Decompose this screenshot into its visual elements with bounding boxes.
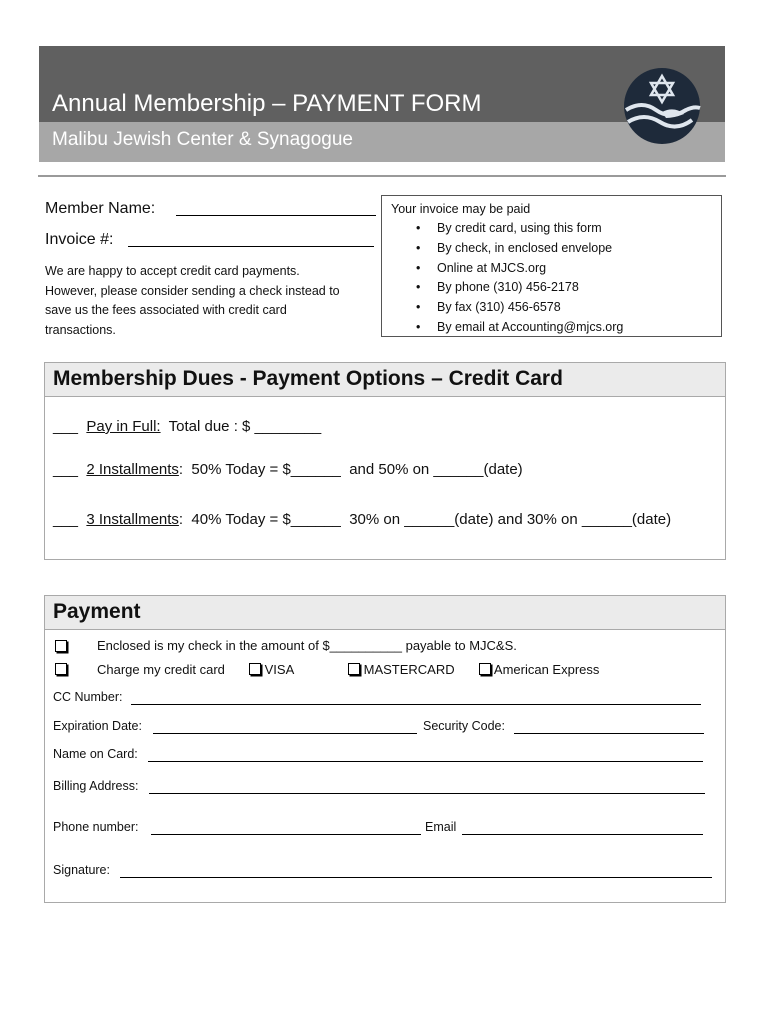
three-installments-terms: : 40% Today = $______ 30% on ______(date) and 30% on ______(date) <box>178 511 672 528</box>
security-code-field[interactable] <box>514 733 704 734</box>
name-on-card-field[interactable] <box>148 761 703 762</box>
visa-label: VISA <box>264 662 295 677</box>
email-field[interactable] <box>462 834 703 835</box>
cc-number-field[interactable] <box>131 704 701 705</box>
charge-card-checkbox[interactable] <box>55 663 67 675</box>
expiration-date-field[interactable] <box>153 733 417 734</box>
email-label: Email <box>425 820 457 834</box>
cc-number-label: CC Number: <box>53 690 123 704</box>
member-name-field[interactable] <box>176 215 376 216</box>
two-installments-terms: : 50% Today = $______ and 50% on ______(date) <box>178 461 523 478</box>
dues-section-title: Membership Dues - Payment Options – Credit Card <box>53 367 563 390</box>
dues-section <box>44 362 726 560</box>
payment-method-item: • By phone (310) 456-2178 <box>391 278 712 298</box>
invoice-number-label: Invoice #: <box>45 231 114 248</box>
option-three-installments[interactable] <box>53 511 671 528</box>
option-pay-in-full[interactable] <box>53 418 321 435</box>
option-blank[interactable]: ___ <box>53 511 79 528</box>
payment-method-item: • Online at MJCS.org <box>391 259 712 279</box>
intro-line: However, please consider sending a check instead to <box>45 283 340 298</box>
check-payment-text: Enclosed is my check in the amount of $__________ payable to MJC&S. <box>97 638 517 653</box>
intro-line: We are happy to accept credit card payments. <box>45 264 300 278</box>
payment-method-item: • By email at Accounting@mjcs.org <box>391 318 712 338</box>
two-installments-label: 2 Installments <box>86 461 179 478</box>
amex-option[interactable] <box>479 662 599 677</box>
signature-field[interactable] <box>120 877 712 878</box>
pay-in-full-label: Pay in Full: <box>86 418 161 435</box>
phone-number-label: Phone number: <box>53 820 139 834</box>
three-installments-label: 3 Installments <box>86 511 179 528</box>
billing-address-field[interactable] <box>149 793 705 794</box>
pay-in-full-terms: Total due : $ ________ <box>160 418 322 435</box>
expiration-date-label: Expiration Date: <box>53 719 142 733</box>
payment-methods-title: Your invoice may be paid <box>391 202 531 216</box>
intro-line: transactions. <box>45 322 116 337</box>
payment-method-item: • By check, in enclosed envelope <box>391 239 712 259</box>
option-blank[interactable]: ___ <box>53 418 79 435</box>
visa-option[interactable] <box>249 662 294 677</box>
payment-method-item: • By credit card, using this form <box>391 219 712 239</box>
check-option-row <box>55 639 67 654</box>
signature-label: Signature: <box>53 863 110 877</box>
intro-line: save us the fees associated with credit card <box>45 303 287 317</box>
check-payment-checkbox[interactable] <box>55 640 67 652</box>
payment-section-title: Payment <box>53 600 141 623</box>
payment-methods-box <box>381 195 722 337</box>
payment-section <box>44 595 726 903</box>
header-divider <box>38 175 726 177</box>
mastercard-option[interactable] <box>348 662 455 677</box>
card-option-row <box>55 662 67 677</box>
mastercard-label: MASTERCARD <box>363 662 455 677</box>
option-blank[interactable]: ___ <box>53 461 79 478</box>
amex-checkbox[interactable] <box>479 663 491 675</box>
payment-section-header <box>45 596 725 630</box>
amex-label: American Express <box>493 662 600 677</box>
option-two-installments[interactable] <box>53 461 523 478</box>
mastercard-checkbox[interactable] <box>348 663 360 675</box>
phone-number-field[interactable] <box>151 834 421 835</box>
intro-text <box>45 262 375 340</box>
visa-checkbox[interactable] <box>249 663 261 675</box>
dues-section-header <box>45 363 725 397</box>
billing-address-label: Billing Address: <box>53 779 139 793</box>
star-of-david-logo-icon <box>622 66 702 146</box>
payment-method-item: • By fax (310) 456-6578 <box>391 298 712 318</box>
page-title: Annual Membership – PAYMENT FORM <box>52 90 482 117</box>
organization-name: Malibu Jewish Center & Synagogue <box>52 129 354 150</box>
name-on-card-label: Name on Card: <box>53 747 138 761</box>
charge-card-text: Charge my credit card <box>97 662 225 677</box>
member-name-label: Member Name: <box>45 200 156 217</box>
security-code-label: Security Code: <box>423 719 505 733</box>
invoice-number-field[interactable] <box>128 246 374 247</box>
